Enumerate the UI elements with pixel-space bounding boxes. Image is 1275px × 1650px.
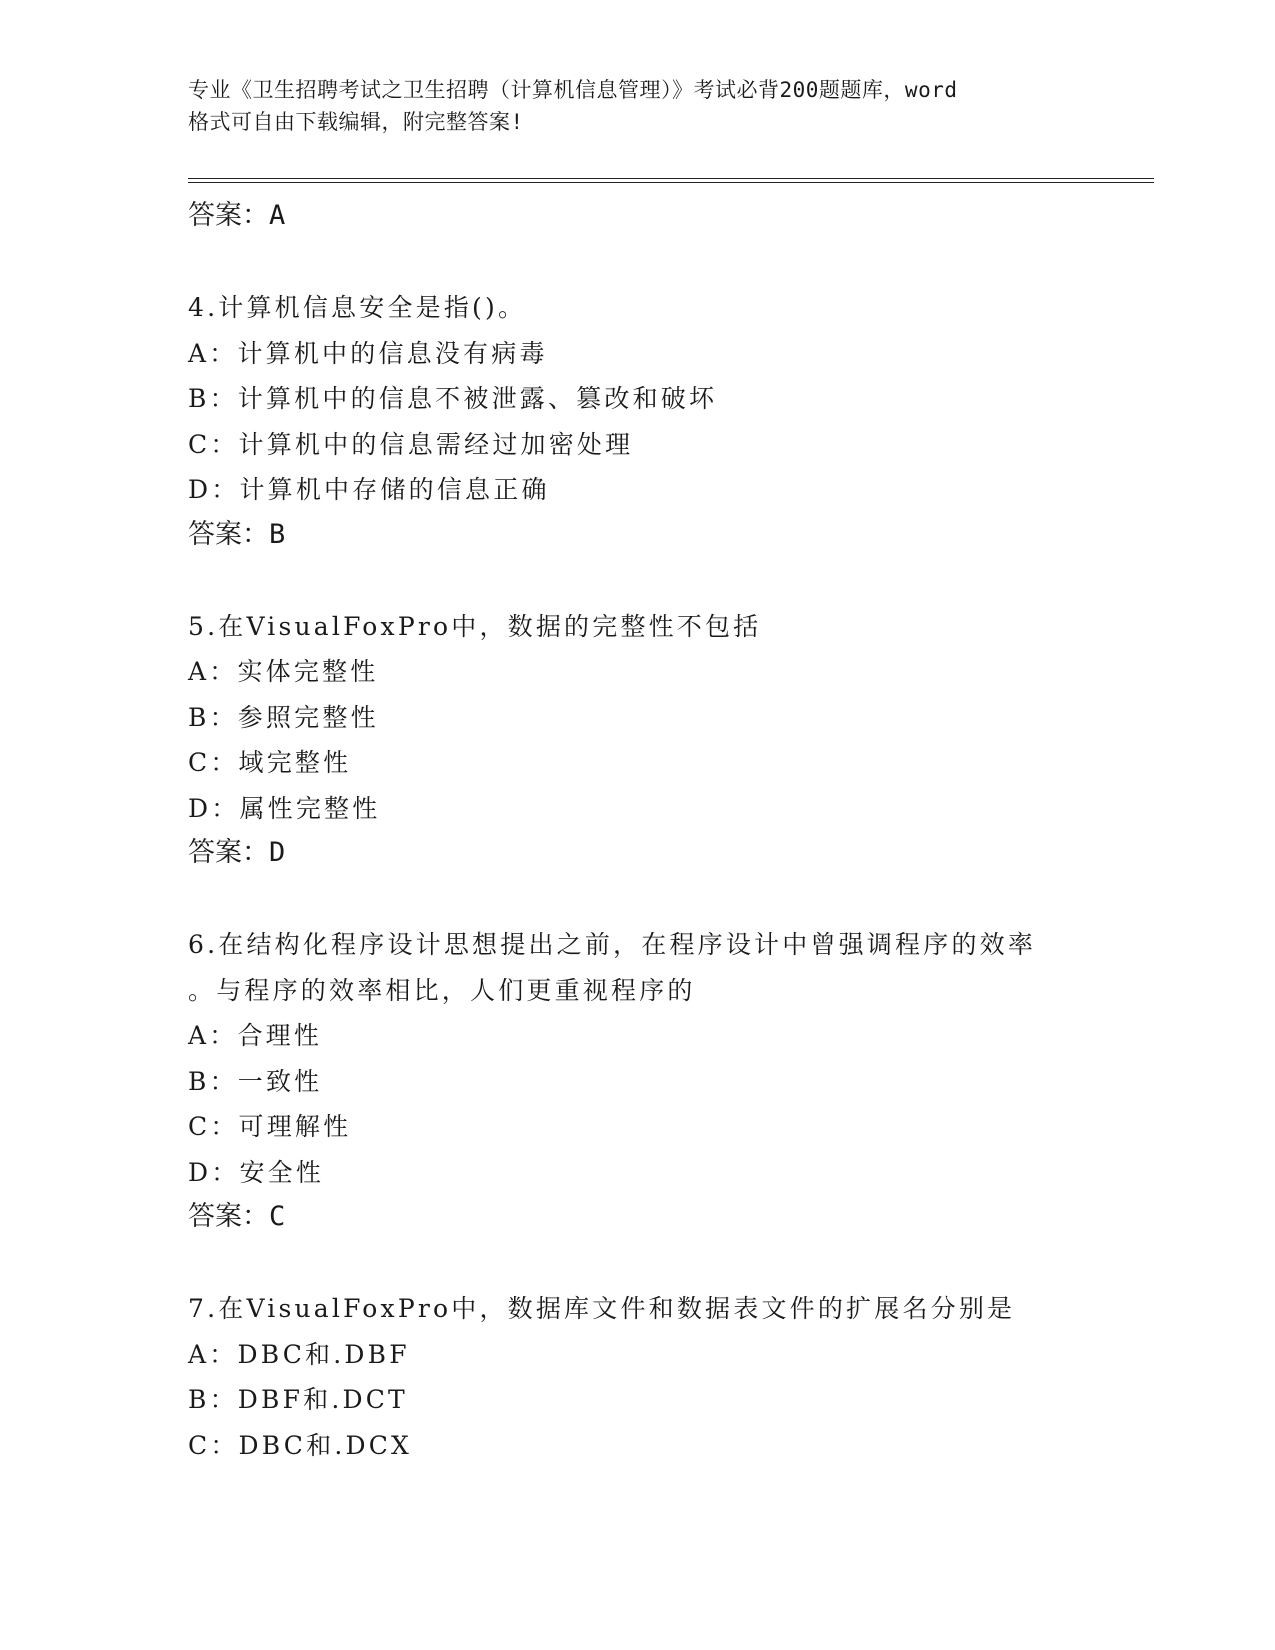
question-stem: 6.在结构化程序设计思想提出之前，在程序设计中曾强调程序的效率 xyxy=(188,930,1037,959)
option-b: B：DBF和.DCT xyxy=(188,1385,408,1414)
question-stem: 5.在VisualFoxPro中，数据的完整性不包括 xyxy=(188,611,762,641)
spacer xyxy=(188,238,1154,285)
option-b: B：参照完整性 xyxy=(188,702,379,732)
option-d: D：属性完整性 xyxy=(188,793,381,823)
option-a: A：合理性 xyxy=(188,1021,323,1050)
question-5 xyxy=(188,604,1154,876)
option-b: B：计算机中的信息不被泄露、篡改和破坏 xyxy=(188,384,718,413)
option-a: A：计算机中的信息没有病毒 xyxy=(188,338,548,368)
header-line-2: 格式可自由下载编辑，附完整答案! xyxy=(188,110,524,134)
question-stem-continued: 。与程序的效率相比，人们更重视程序的 xyxy=(188,975,696,1005)
question-stem: 4.计算机信息安全是指()。 xyxy=(188,293,527,322)
option-a: A：DBC和.DBF xyxy=(188,1339,410,1369)
spacer xyxy=(188,875,1154,922)
option-d: D：计算机中存储的信息正确 xyxy=(188,475,550,504)
option-a: A：实体完整性 xyxy=(188,657,379,686)
option-c: C：可理解性 xyxy=(188,1112,352,1141)
question-list xyxy=(188,186,1154,1468)
option-c: C：计算机中的信息需经过加密处理 xyxy=(188,429,634,459)
question-stem: 7.在VisualFoxPro中，数据库文件和数据表文件的扩展名分别是 xyxy=(188,1294,1016,1323)
question-7 xyxy=(188,1286,1154,1468)
option-c: C：域完整性 xyxy=(188,748,352,777)
answer-line: 答案：A xyxy=(188,200,286,231)
question-4 xyxy=(188,285,1154,557)
spacer xyxy=(188,1239,1154,1286)
spacer xyxy=(188,557,1154,604)
option-b: B：一致性 xyxy=(188,1066,323,1096)
header-divider-top xyxy=(188,178,1154,179)
answer-line: 答案：D xyxy=(188,837,286,868)
answer-line: 答案：C xyxy=(188,1201,286,1232)
option-c: C：DBC和.DCX xyxy=(188,1430,413,1460)
answer-line: 答案：B xyxy=(188,518,286,550)
option-d: D：安全性 xyxy=(188,1157,325,1187)
document-header xyxy=(188,74,1088,138)
question-6 xyxy=(188,922,1154,1239)
header-line-1: 专业《卫生招聘考试之卫生招聘（计算机信息管理）》考试必背200题题库，word xyxy=(188,78,958,102)
header-divider-bottom xyxy=(188,182,1154,183)
